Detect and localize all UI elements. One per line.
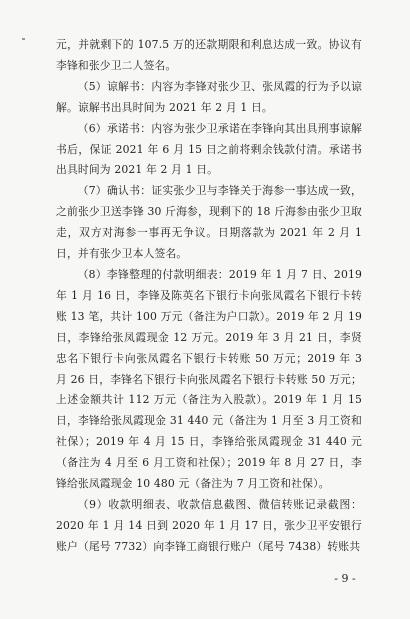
paragraph-item-6: （6）承诺书：内容为张少卫承诺在李锋向其出具刑事谅解书后，保证 2021 年 6 月 15 日之前将剩余钱款付清。承诺书出具时间为 2021 年 2 月 1 日。 xyxy=(56,121,362,177)
scan-mark xyxy=(22,38,25,40)
paragraph-item-5: （5）谅解书：内容为李锋对张少卫、张凤霞的行为予以谅解。谅解书出具时间为 2021 年 2 月 1 日。 xyxy=(56,79,362,114)
paragraph-item-9: （9）收款明细表、收款信息截图、微信转账记录截图：2020 年 1 月 14 日到 2020 年 1 月 17 日，张少卫平安银行账户（尾号 7732）向李锋工商银行账户（尾号 7438）转账共 xyxy=(56,497,362,553)
paragraph-item-7: （7）确认书：证实张少卫与李锋关于海参一事达成一致，之前张少卫送李锋 30 斤海参，现剩下的 18 斤海参由张少卫取走，双方对海参一事再无争议。日期落款为 2021 年 2 月 1 日，并有张少卫本人签名。 xyxy=(56,184,362,261)
page-number: - 9 - xyxy=(334,572,356,585)
body-text xyxy=(56,35,362,558)
paragraph-continuation: 元，并就剩下的 107.5 万的还款期限和利息达成一致。协议有李锋和张少卫二人签名。 xyxy=(56,38,362,72)
paragraph-item-8: （8）李锋整理的付款明细表：2019 年 1 月 7 日、2019 年 1 月 16 日，李锋及陈英名下银行卡向张凤霞名下银行卡转账 13 笔，共计 100 万元（备注为户口款）。2019 年 2 月 19 日，李锋给张凤霞现金 12 万元。2019 年 3 月 21 日，李贤忠名下银行卡向张凤霞名下银行卡转账 50 万元；2019 年 3 月 26 日，李锋名下银行卡向张凤霞名下银行卡转账 50 万元；上述金额共计 112 万元（备注为入股款）。2019 年 1 月 15 日，李锋给张凤霞现金 31 440 元（备注为 1 月至 3 月工资和社保）；2019 年 4 月 15 日，李锋给张凤霞现金 31 440 元（备注为 4 月至 6 月工资和社保）；2019 年 8 月 27 日，李锋给张凤霞现金 10 480 元（备注为 7 月工资和社保）。 xyxy=(56,267,362,491)
